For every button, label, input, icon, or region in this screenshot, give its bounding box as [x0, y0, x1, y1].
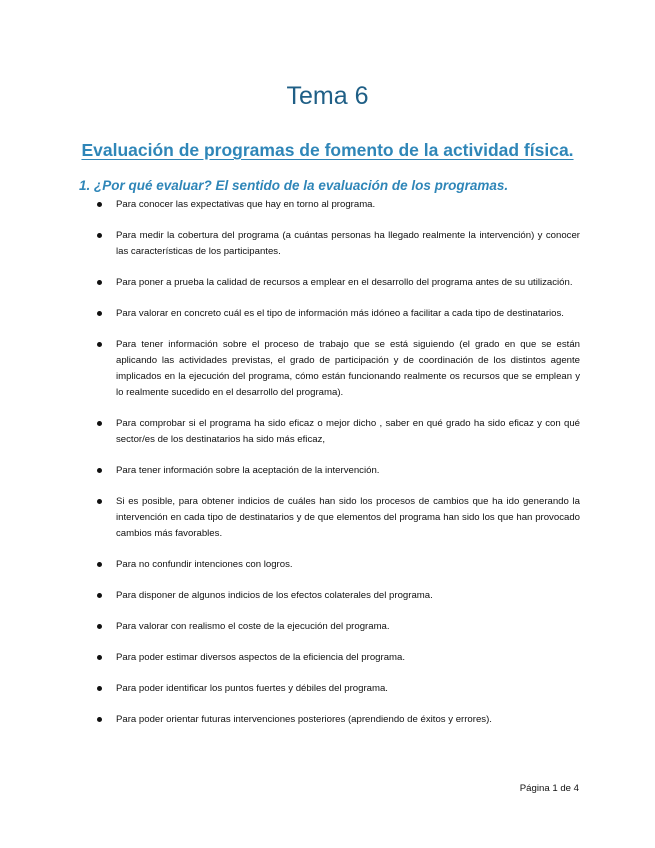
bullet-icon	[97, 421, 102, 426]
list-item	[97, 337, 580, 401]
list-item-text: Para poner a prueba la calidad de recursos a emplear en el desarrollo del programa antes de su utilización.	[116, 277, 573, 288]
bullet-icon	[97, 233, 102, 238]
bullet-icon	[97, 624, 102, 629]
bullet-icon	[97, 562, 102, 567]
bullet-icon	[97, 202, 102, 207]
list-item-text: Para no confundir intenciones con logros.	[116, 559, 293, 570]
list-item	[97, 588, 580, 604]
section-heading: 1. ¿Por qué evaluar? El sentido de la evaluación de los programas.	[79, 178, 509, 193]
list-item	[97, 197, 580, 213]
bullet-icon	[97, 655, 102, 660]
list-item	[97, 228, 580, 260]
bullet-icon	[97, 468, 102, 473]
list-item-text: Para comprobar si el programa ha sido eficaz o mejor dicho , saber en qué grado ha sido eficaz y con qué sector/es de los destinatarios ha sido más eficaz,	[116, 418, 580, 445]
list-item	[97, 463, 580, 479]
bullet-list	[97, 197, 580, 728]
list-item-text: Para medir la cobertura del programa (a cuántas personas ha llegado realmente la intervención) y conocer las características de los participantes.	[116, 230, 580, 257]
list-item	[97, 650, 580, 666]
list-item-text: Para poder identificar los puntos fuertes y débiles del programa.	[116, 683, 388, 694]
document-subtitle: Evaluación de programas de fomento de la actividad física.	[81, 140, 574, 160]
bullet-icon	[97, 717, 102, 722]
bullet-icon	[97, 311, 102, 316]
page-title: Tema 6	[286, 82, 369, 110]
list-item	[97, 306, 580, 322]
list-item	[97, 712, 580, 728]
list-item	[97, 416, 580, 448]
list-item-text: Para poder orientar futuras intervenciones posteriores (aprendiendo de éxitos y errores).	[116, 714, 492, 725]
list-item	[97, 557, 580, 573]
list-item-text: Para valorar con realismo el coste de la ejecución del programa.	[116, 621, 390, 632]
bullet-icon	[97, 499, 102, 504]
list-item-text: Para conocer las expectativas que hay en torno al programa.	[116, 199, 376, 210]
list-item	[97, 494, 580, 542]
page-number: Página 1 de 4	[519, 783, 579, 794]
list-item	[97, 619, 580, 635]
list-item	[97, 275, 580, 291]
list-item-text: Para disponer de algunos indicios de los efectos colaterales del programa.	[116, 590, 433, 601]
bullet-icon	[97, 593, 102, 598]
list-item-text: Si es posible, para obtener indicios de cuáles han sido los procesos de cambios que ha ido generando la intervención en cada tipo de destinatarios y de que elementos del programa han sido los que han provocado cambios más favorables.	[116, 496, 580, 539]
list-item-text: Para tener información sobre la aceptación de la intervención.	[116, 465, 380, 476]
bullet-icon	[97, 686, 102, 691]
list-item	[97, 681, 580, 697]
bullet-icon	[97, 280, 102, 285]
bullet-icon	[97, 342, 102, 347]
list-item-text: Para poder estimar diversos aspectos de la eficiencia del programa.	[116, 652, 406, 663]
list-item-text: Para tener información sobre el proceso de trabajo que se está siguiendo (el grado en que se están aplicando las actividades previstas, el grado de participación y de coordinación de los distintos agente implicados en la ejecución del programa, cómo están funcionando realmente os recursos que se emplean y lo realmente sucedido en el desarrollo del programa).	[116, 339, 580, 398]
list-item-text: Para valorar en concreto cuál es el tipo de información más idóneo a facilitar a cada tipo de destinatarios.	[116, 308, 564, 319]
